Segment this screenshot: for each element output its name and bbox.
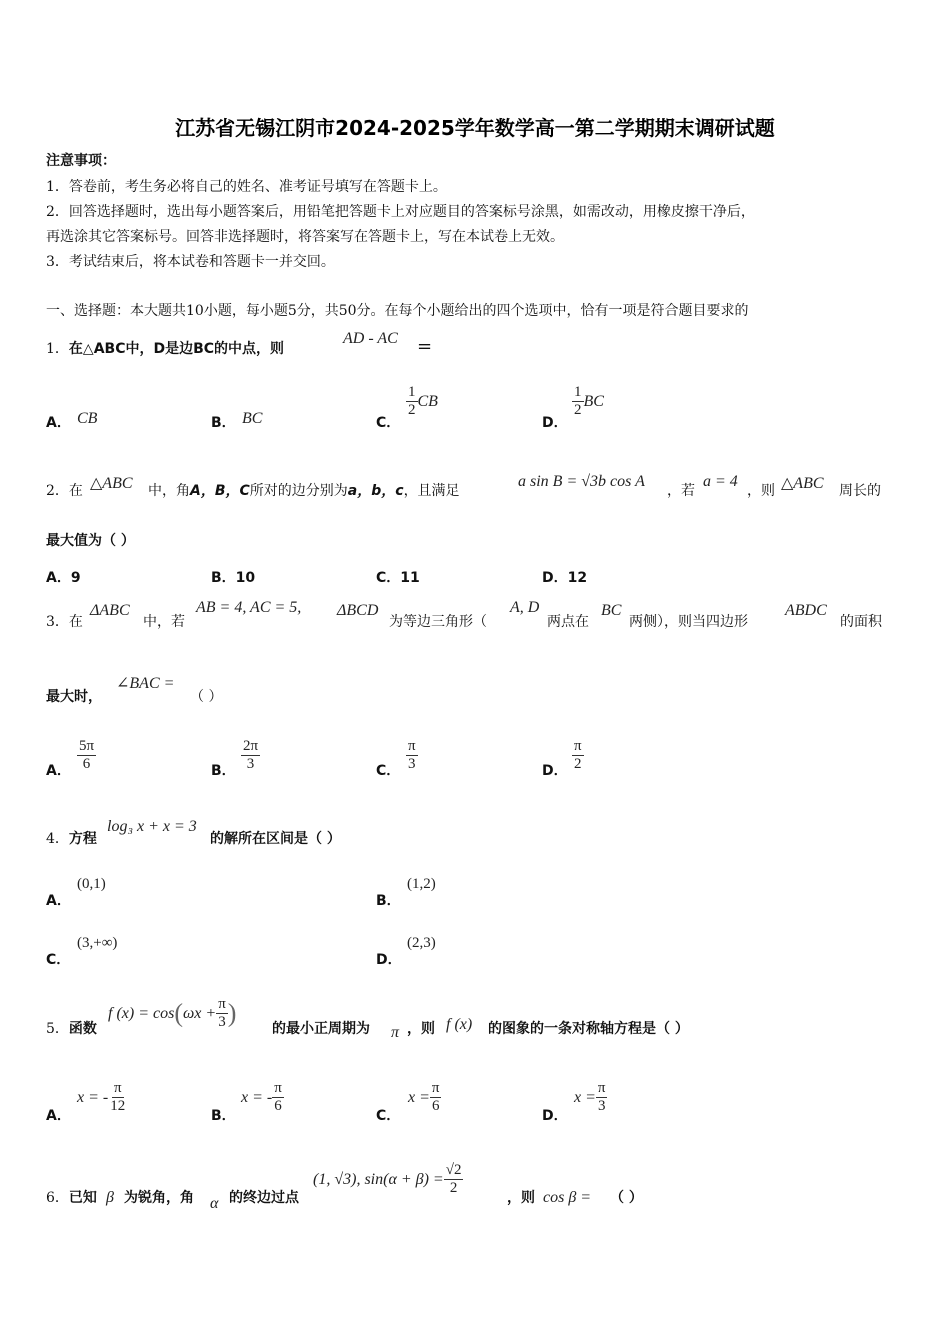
q3-option-b-label[interactable]: B．: [211, 763, 236, 779]
q2-option-a[interactable]: A．9: [46, 570, 81, 586]
q5-option-a-label[interactable]: A．: [46, 1108, 71, 1124]
q1-option-a[interactable]: CB: [77, 410, 98, 427]
q1-expression: AD - AC: [343, 330, 398, 347]
q3-points: A, D: [510, 599, 540, 616]
q4-option-d-label[interactable]: D．: [376, 952, 402, 968]
q5-text-1: 的最小正周期为: [272, 1021, 370, 1037]
q3-option-b[interactable]: $\frac{2\pi}{3}$: [243, 738, 259, 772]
question-4: 4．方程: [46, 831, 97, 847]
q3-given: AB = 4, AC = 5,: [196, 599, 302, 616]
q2-option-d[interactable]: D．12: [542, 570, 588, 586]
q2-option-c[interactable]: C．11: [376, 570, 420, 586]
q3-triangle-2: ΔBCD: [337, 602, 379, 619]
q2-option-b[interactable]: B．10: [211, 570, 256, 586]
q4-equation: log₃ x + x = 3: [107, 818, 197, 835]
q6-beta: β: [106, 1189, 114, 1206]
q4-option-c-label[interactable]: C．: [46, 952, 71, 968]
question-number: 1．: [46, 341, 69, 357]
q3-option-c[interactable]: $\frac{\pi}{3}$: [408, 738, 416, 772]
q3-paren: （ ）: [190, 689, 223, 705]
q5-option-a[interactable]: x = - $\frac{\pi}{12}$: [77, 1080, 126, 1114]
q3-quadrilateral: ABDC: [785, 602, 827, 619]
q2-line-2: 最大值为（ ）: [46, 533, 135, 549]
q5-function-2: f (x): [446, 1016, 473, 1033]
q1-option-d[interactable]: $\frac{1}{2}$ BC: [574, 384, 604, 418]
q1-option-c-label[interactable]: C．: [376, 415, 401, 431]
q4-option-b-label[interactable]: B．: [376, 893, 401, 909]
q3-option-d-label[interactable]: D．: [542, 763, 568, 779]
q2-triangle-2: △ABC: [781, 475, 824, 492]
q4-text: 的解所在区间是（ ）: [210, 831, 341, 847]
page-title: 江苏省无锡江阴市2024-2025学年数学高一第二学期期末调研试题: [175, 116, 775, 140]
q3-option-a[interactable]: $\frac{5\pi}{6}$: [79, 738, 95, 772]
question-3: 3．在: [46, 614, 83, 630]
q5-period: π: [391, 1024, 400, 1041]
notice-item-2: 2．回答选择题时，选出每小题答案后，用铅笔把答题卡上对应题目的答案标号涂黑，如需改动，用橡皮擦干净后，: [46, 204, 755, 220]
q1-equals: =: [417, 336, 433, 357]
notice-item-2-cont: 再选涂其它答案标号。回答非选择题时，将答案写在答题卡上，写在本试卷上无效。: [46, 229, 564, 245]
q6-paren: （ ）: [610, 1190, 643, 1206]
notice-heading: 注意事项：: [46, 153, 116, 169]
q3-option-c-label[interactable]: C．: [376, 763, 401, 779]
q3-text-4: 两侧），则当四边形: [629, 614, 748, 630]
question-5: 5．函数: [46, 1021, 97, 1037]
notice-item-3: 3．考试结束后，将本试卷和答题卡一并交回。: [46, 254, 335, 270]
q5-option-d[interactable]: x = $\frac{\pi}{3}$: [574, 1080, 606, 1114]
q4-option-d[interactable]: (2,3): [407, 935, 436, 951]
q6-alpha: α: [210, 1195, 219, 1212]
q1-option-a-label[interactable]: A．: [46, 415, 71, 431]
q3-text-5: 的面积: [840, 614, 882, 630]
q5-function: f (x) = cos(ωx + $\frac{\pi}{3}$ ): [108, 996, 237, 1030]
question-1: [46, 340, 284, 358]
q1-option-b-label[interactable]: B．: [211, 415, 236, 431]
question-text: 在△ABC中，D是边BC的中点，则: [68, 341, 285, 357]
q6-text-3: ，则: [507, 1190, 535, 1206]
question-2: 2．在: [46, 483, 83, 499]
q2-text-2: ，若: [667, 483, 695, 499]
q2-condition: a sin B = √3b cos A: [518, 473, 645, 490]
q3-text-1: 中，若: [143, 614, 185, 630]
q3-option-a-label[interactable]: A．: [46, 763, 71, 779]
q6-condition: (1, √3), sin(α + β) = $\frac{√2}{2}$: [313, 1162, 462, 1196]
q3-text-2: 为等边三角形（: [389, 614, 487, 630]
q2-given: a = 4: [703, 473, 738, 490]
q3-option-d[interactable]: $\frac{\pi}{2}$: [574, 738, 582, 772]
q5-option-c[interactable]: x = $\frac{\pi}{6}$: [408, 1080, 440, 1114]
section-heading: 一、选择题：本大题共10小题，每小题5分，共50分。在每个小题给出的四个选项中，恰有一项是符合题目要求的: [46, 303, 749, 319]
q2-text-3: ，则: [747, 483, 775, 499]
q5-option-c-label[interactable]: C．: [376, 1108, 401, 1124]
q4-option-b[interactable]: (1,2): [407, 876, 436, 892]
notice-item-1: 1．答卷前，考生务必将自己的姓名、准考证号填写在答题卡上。: [46, 179, 447, 195]
q6-cos-beta: cos β =: [543, 1189, 592, 1206]
q1-option-d-label[interactable]: D．: [542, 415, 568, 431]
q6-text-1: 为锐角，角: [124, 1190, 194, 1206]
q3-line-2: 最大时，: [46, 689, 102, 705]
q4-option-a[interactable]: (0,1): [77, 876, 106, 892]
q2-text-1: 中，角A，B，C所对的边分别为a，b，c，且满足: [148, 483, 460, 499]
q1-option-c[interactable]: $\frac{1}{2}$ CB: [408, 384, 438, 418]
q3-triangle: ΔABC: [90, 602, 130, 619]
q5-text-3: 的图象的一条对称轴方程是（ ）: [488, 1021, 689, 1037]
q5-option-b[interactable]: x = - $\frac{\pi}{6}$: [241, 1080, 282, 1114]
q6-text-2: 的终边过点: [229, 1190, 299, 1206]
question-6: 6．已知: [46, 1190, 97, 1206]
q3-segment: BC: [601, 602, 622, 619]
q2-triangle: △ABC: [90, 475, 133, 492]
q5-option-b-label[interactable]: B．: [211, 1108, 236, 1124]
q4-option-a-label[interactable]: A．: [46, 893, 71, 909]
q1-option-b[interactable]: BC: [242, 410, 263, 427]
q2-text-4: 周长的: [839, 483, 881, 499]
q5-text-2: ，则: [407, 1021, 435, 1037]
q5-option-d-label[interactable]: D．: [542, 1108, 568, 1124]
q3-angle: ∠BAC =: [116, 675, 175, 692]
q4-option-c[interactable]: (3,+∞): [77, 935, 118, 951]
q3-text-3: 两点在: [547, 614, 589, 630]
